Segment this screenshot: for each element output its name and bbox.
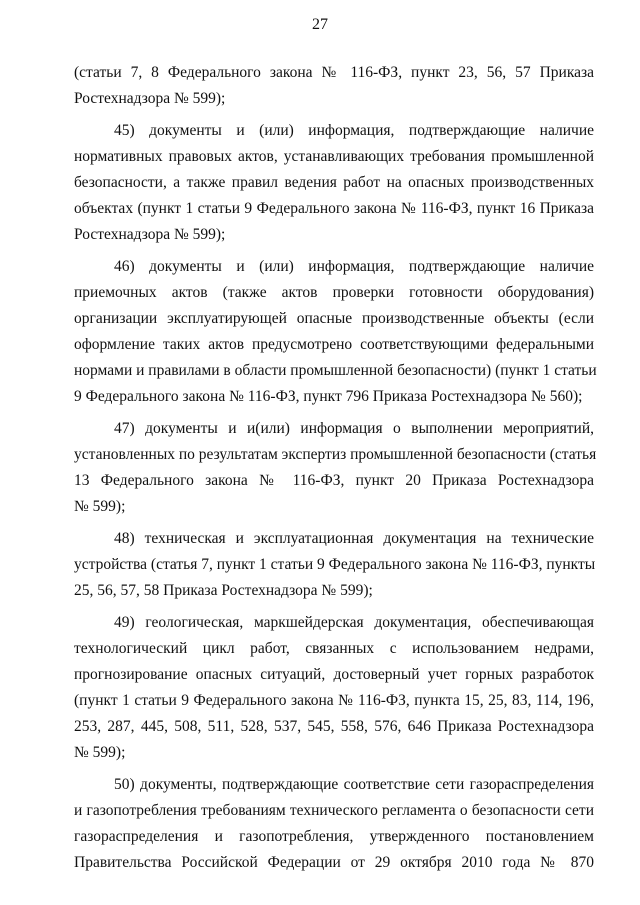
text-line: объектах (пункт 1 статьи 9 Федерального закона № 116-ФЗ, пункт 16 Приказа [74,200,594,217]
text-line: (пункт 1 статьи 9 Федерального закона № 116-ФЗ, пункта 15, 25, 83, 114, 196, [74,692,594,709]
text-line: 47) документы и и(или) информация о выполнении мероприятий, [114,420,594,437]
text-line: нормативных правовых актов, устанавливающих требования промышленной [74,148,594,165]
text-line: 49) геологическая, маркшейдерская документация, обеспечивающая [114,614,594,631]
paragraph-49 [74,610,594,766]
text-line: установленных по результатам экспертиз промышленной безопасности (статья [74,446,597,463]
text-line: 253, 287, 445, 508, 511, 528, 537, 545, 558, 576, 646 Приказа Ростехнадзора [74,718,594,735]
text-line: устройства (статья 7, пункт 1 статьи 9 Федерального закона № 116-ФЗ, пункты [74,556,596,573]
text-line: 9 Федерального закона № 116-ФЗ, пункт 796 Приказа Ростехнадзора № 560); [74,388,583,405]
paragraph-48 [74,526,594,604]
text-line: № 599); [74,744,126,761]
text-line: 46) документы и (или) информация, подтверждающие наличие [114,258,594,275]
text-line: оформление таких актов предусмотрено соответствующими федеральными [74,336,594,353]
text-line: нормами и правилами в области промышленной безопасности) (пункт 1 статьи [74,362,597,379]
text-line: технологический цикл работ, связанных с использованием недрами, [74,640,594,657]
text-line: прогнозирование опасных ситуаций, достоверный учет горных разработок [74,666,594,683]
paragraph-44-tail [74,60,594,112]
text-line: 48) техническая и эксплуатационная документация на технические [114,530,594,547]
document-body [74,60,597,876]
text-line: 50) документы, подтверждающие соответствие сети газораспределения [114,776,594,793]
text-line: безопасности, а также правил ведения работ на опасных производственных [74,174,594,191]
text-line: приемочных актов (также актов проверки готовности оборудования) [74,284,594,301]
paragraph-46 [74,254,597,410]
text-line: 13 Федерального закона № 116-ФЗ, пункт 20 Приказа Ростехнадзора [74,472,594,489]
text-line: 45) документы и (или) информация, подтверждающие наличие [114,122,594,139]
paragraph-45 [74,118,594,248]
paragraph-50 [74,772,594,876]
text-line: № 599); [74,498,126,515]
text-line: Ростехнадзора № 599); [74,226,226,243]
text-line: (статьи 7, 8 Федерального закона № 116-ФЗ, пункт 23, 56, 57 Приказа [74,64,594,81]
paragraph-47 [74,416,597,520]
text-line: Правительства Российской Федерации от 29 октября 2010 года № 870 [74,854,594,871]
text-line: Ростехнадзора № 599); [74,90,226,107]
text-line: и газопотребления требованиям технического регламента о безопасности сети [74,802,594,819]
text-line: газораспределения и газопотребления, утвержденного постановлением [74,828,594,845]
text-line: 25, 56, 57, 58 Приказа Ростехнадзора № 599); [74,582,373,599]
page-number: 27 [312,16,328,33]
text-line: организации эксплуатирующей опасные производственные объекты (если [74,310,594,327]
